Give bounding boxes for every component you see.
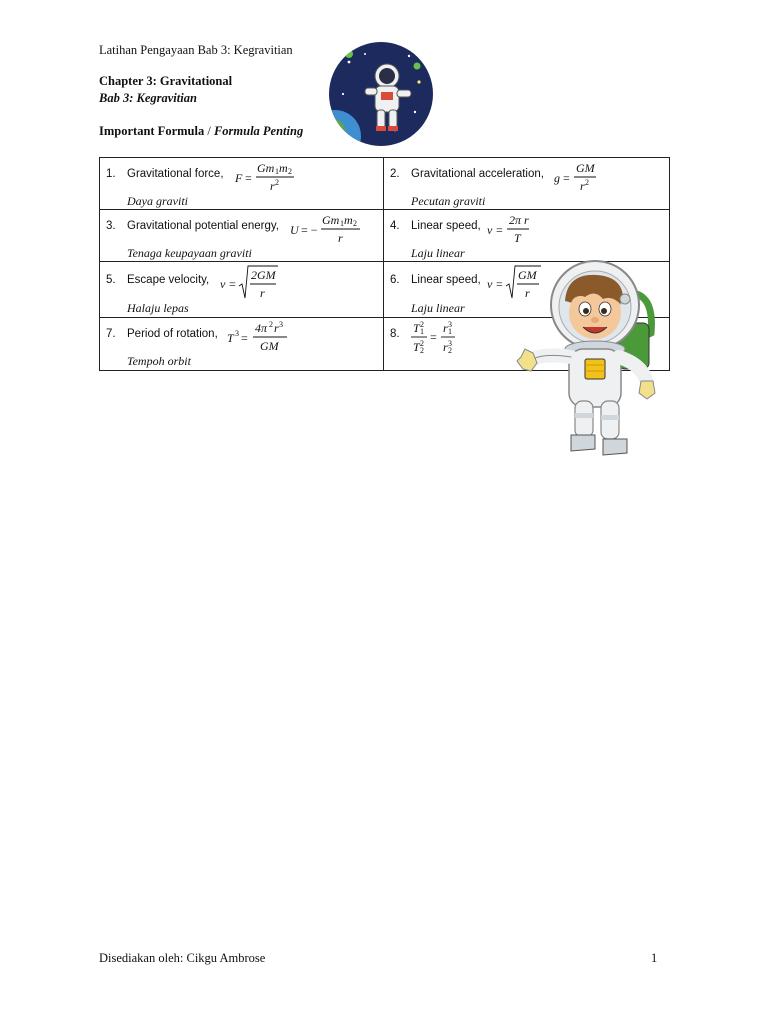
svg-text:=: = [241, 331, 248, 345]
formula-number: 5. [106, 274, 116, 286]
formula-label: Linear speed, [411, 220, 481, 232]
formula-malay: Daya graviti [127, 194, 188, 208]
formula-equation [411, 320, 461, 356]
formula-malay: Tenaga keupayaan graviti [127, 246, 252, 260]
svg-text:3: 3 [279, 320, 283, 329]
formula-number: 3. [106, 220, 116, 232]
svg-text:3: 3 [448, 339, 452, 348]
svg-text:GM: GM [576, 161, 595, 175]
svg-text:3: 3 [235, 329, 239, 338]
formula-number: 8. [390, 328, 400, 340]
formula-equation [220, 264, 280, 302]
svg-text:r: r [274, 321, 279, 335]
formula-malay: Pecutan graviti [411, 194, 486, 208]
formula-label: Gravitational potential energy, [127, 220, 279, 232]
svg-text:2: 2 [269, 320, 273, 329]
svg-text:Gm: Gm [257, 161, 275, 175]
svg-text:r: r [270, 179, 275, 193]
formula-label: Gravitational acceleration, [411, 168, 544, 180]
svg-text:2: 2 [420, 320, 424, 329]
formula-equation [487, 212, 537, 246]
svg-text:=: = [496, 277, 503, 291]
svg-text:U: U [290, 223, 299, 237]
formula-equation [554, 160, 604, 194]
formula-number: 1. [106, 168, 116, 180]
chapter-title: Chapter 3: Gravitational [99, 74, 233, 88]
section-heading-en: Important Formula [99, 124, 205, 138]
svg-text:2: 2 [275, 178, 279, 187]
svg-text:r: r [443, 321, 448, 335]
svg-text:1: 1 [420, 327, 424, 336]
formula-malay: Laju linear [411, 246, 465, 260]
formula-cell-1 [100, 158, 384, 210]
formula-number: 4. [390, 220, 400, 232]
formula-number: 7. [106, 328, 116, 340]
svg-text:r: r [260, 286, 265, 300]
svg-text:F: F [235, 171, 243, 185]
svg-text:T: T [413, 340, 420, 354]
svg-text:GM: GM [260, 339, 279, 353]
formula-cell-5 [100, 262, 384, 318]
svg-text:T: T [413, 321, 420, 335]
svg-text:=: = [430, 330, 437, 344]
formula-malay: Laju linear [411, 301, 465, 315]
svg-text:=: = [563, 171, 570, 185]
svg-text:=: = [496, 223, 503, 237]
formula-malay: Tempoh orbit [127, 354, 191, 368]
svg-text:1: 1 [448, 327, 452, 336]
svg-text:2: 2 [448, 346, 452, 355]
page-number: 1 [651, 951, 658, 965]
svg-text:2π r: 2π r [509, 213, 529, 227]
svg-text:2: 2 [420, 346, 424, 355]
section-heading [99, 124, 303, 139]
header-title: Latihan Pengayaan Bab 3: Kegravitian [99, 43, 293, 57]
svg-text:m: m [279, 161, 288, 175]
formula-label: Gravitational force, [127, 168, 224, 180]
svg-text:2GM: 2GM [251, 268, 276, 282]
svg-text:GM: GM [518, 268, 537, 282]
svg-text:m: m [344, 213, 353, 227]
astronaut-boy-illustration [515, 253, 675, 463]
svg-text:g: g [554, 171, 560, 185]
space-astronaut-illustration [329, 42, 433, 146]
formula-equation [290, 212, 370, 246]
svg-text:v: v [487, 277, 493, 291]
formula-malay: Halaju lepas [127, 301, 189, 315]
footer-prepared-by: Disediakan oleh: Cikgu Ambrose [99, 951, 266, 965]
section-heading-slash: / [204, 124, 214, 138]
svg-text:r: r [525, 286, 530, 300]
svg-text:T: T [514, 231, 521, 245]
svg-text:r: r [338, 231, 343, 245]
formula-label: Period of rotation, [127, 328, 218, 340]
svg-text:4π: 4π [255, 321, 268, 335]
formula-cell-2 [384, 158, 670, 210]
svg-text:2: 2 [420, 339, 424, 348]
svg-text:v: v [487, 223, 493, 237]
formula-label: Linear speed, [411, 274, 481, 286]
formula-cell-3 [100, 210, 384, 262]
svg-text:1: 1 [340, 219, 344, 228]
formula-label: Escape velocity, [127, 274, 210, 286]
svg-text:=: = [229, 277, 236, 291]
svg-text:=: = [245, 171, 252, 185]
svg-text:r: r [580, 179, 585, 193]
table-row [100, 158, 670, 210]
section-heading-malay: Formula Penting [213, 124, 304, 138]
svg-text:1: 1 [275, 167, 279, 176]
formula-cell-7 [100, 318, 384, 371]
svg-text:= −: = − [301, 223, 318, 237]
svg-text:T: T [227, 331, 234, 345]
svg-text:2: 2 [353, 219, 357, 228]
formula-number: 6. [390, 274, 400, 286]
svg-text:2: 2 [288, 167, 292, 176]
svg-text:Gm: Gm [322, 213, 340, 227]
formula-number: 2. [390, 168, 400, 180]
formula-equation [227, 320, 297, 354]
svg-text:2: 2 [585, 178, 589, 187]
svg-text:v: v [220, 277, 226, 291]
formula-equation [235, 160, 315, 194]
chapter-title-malay: Bab 3: Kegravitian [99, 91, 197, 105]
svg-text:3: 3 [448, 320, 452, 329]
svg-text:r: r [443, 340, 448, 354]
